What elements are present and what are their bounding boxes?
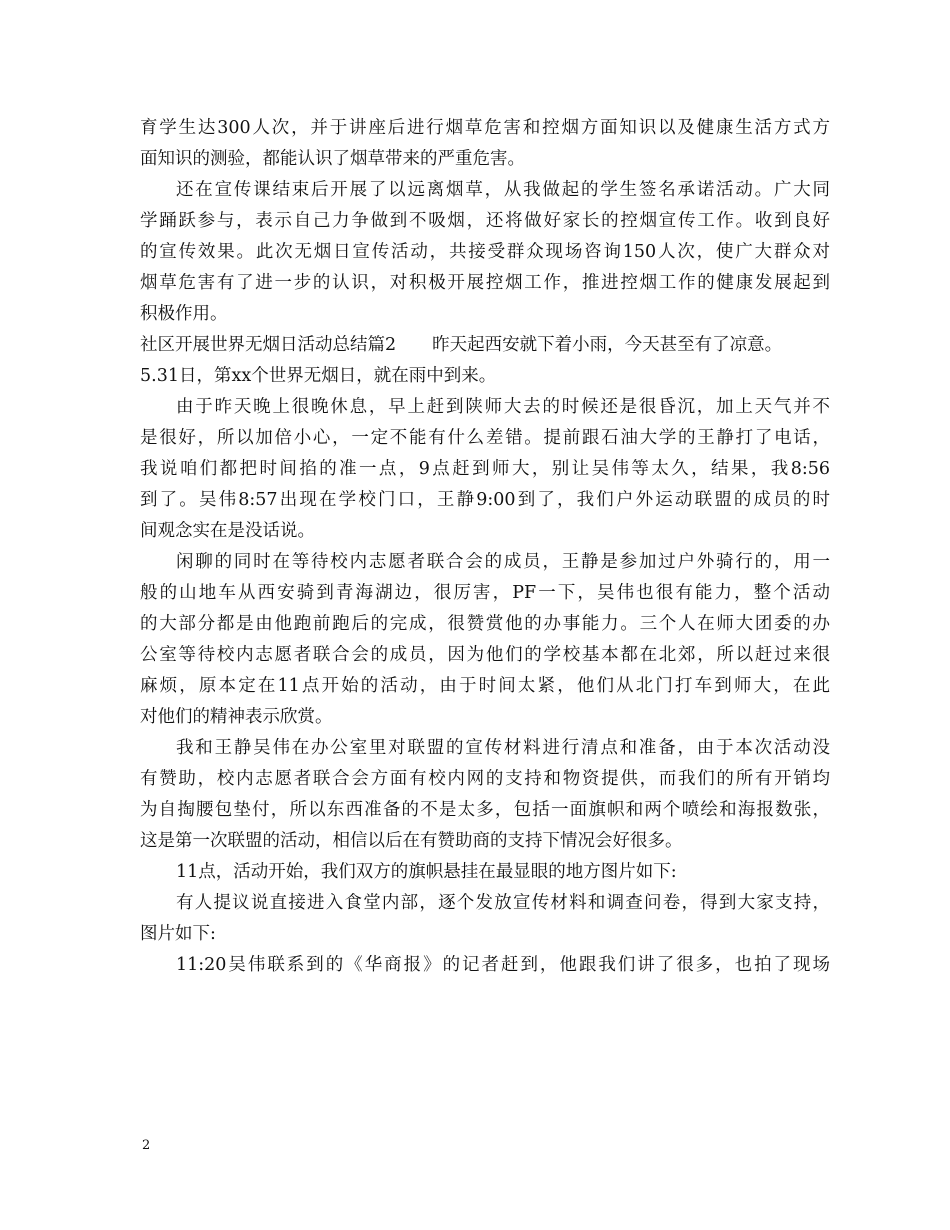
text-line: 为自掏腰包垫付，所以东西准备的不是太多，包括一面旗帜和两个喷绘和海报数张， (140, 800, 830, 820)
text-line: 间观念实在是没话说。 (140, 521, 315, 541)
text-line: 公室等待校内志愿者联合会的成员，因为他们的学校基本都在北郊，所以赶过来很 (140, 645, 830, 665)
text-line: 的大部分都是由他跑前跑后的完成，很赞赏他的办事能力。三个人在师大团委的办 (140, 614, 830, 634)
text-line: 11:20吴伟联系到的《华商报》的记者赶到，他跟我们讲了很多，也拍了现场 (176, 955, 830, 975)
text-line: 是很好，所以加倍小心，一定不能有什么差错。提前跟石油大学的王静打了电话， (140, 428, 830, 448)
section-heading-line (140, 330, 830, 361)
text-line: 对他们的精神表示欣赏。 (140, 707, 333, 727)
text-line: 的宣传效果。此次无烟日宣传活动，共接受群众现场咨询150人次，使广大群众对 (140, 242, 830, 262)
text-line: 由于昨天晚上很晚休息，早上赶到陕师大去的时候还是很昏沉，加上天气并不 (176, 397, 830, 417)
text-line: 这是第一次联盟的活动，相信以后在有赞助商的支持下情况会好很多。 (140, 831, 683, 851)
text-line: 烟草危害有了进一步的认识，对积极开展控烟工作，推进控烟工作的健康发展起到 (140, 273, 830, 293)
text-line: 般的山地车从西安骑到青海湖边，很厉害，PF一下，吴伟也很有能力，整个活动 (140, 583, 830, 603)
text-line: 我和王静吴伟在办公室里对联盟的宣传材料进行清点和准备，由于本次活动没 (176, 738, 830, 758)
text-line: 面知识的测验，都能认识了烟草带来的严重危害。 (140, 149, 525, 169)
section-heading-text: 昨天起西安就下着小雨，今天甚至有了凉意。 (432, 335, 783, 355)
text-line: 闲聊的同时在等待校内志愿者联合会的成员，王静是参加过户外骑行的，用一 (176, 552, 830, 572)
text-line: 育学生达300人次，并于讲座后进行烟草危害和控烟方面知识以及健康生活方式方 (140, 118, 830, 138)
text-line: 还在宣传课结束后开展了以远离烟草，从我做起的学生签名承诺活动。广大同 (176, 180, 830, 200)
text-line: 11点，活动开始，我们双方的旗帜悬挂在最显眼的地方图片如下: (176, 862, 677, 882)
text-line: 图片如下: (140, 924, 216, 944)
text-line: 有人提议说直接进入食堂内部，逐个发放宣传材料和调查问卷，得到大家支持， (176, 893, 830, 913)
text-line: 我说咱们都把时间掐的准一点，9点赶到师大，别让吴伟等太久，结果，我8:56 (140, 459, 830, 479)
text-line: 积极作用。 (140, 304, 228, 324)
text-line: 学踊跃参与，表示自己力争做到不吸烟，还将做好家长的控烟宣传工作。收到良好 (140, 211, 830, 231)
text-line: 有赞助，校内志愿者联合会方面有校内网的支持和物资提供，而我们的所有开销均 (140, 769, 830, 789)
paragraph-block-1 (140, 113, 830, 330)
text-line: 5.31日，第xx个世界无烟日，就在雨中到来。 (140, 366, 497, 386)
page-number: 2 (142, 1138, 151, 1153)
text-line: 麻烦，原本定在11点开始的活动，由于时间太紧，他们从北门打车到师大，在此 (140, 676, 830, 696)
paragraph-block-2 (140, 361, 830, 981)
text-line: 到了。吴伟8:57出现在学校门口，王静9:00到了，我们户外运动联盟的成员的时 (140, 490, 830, 510)
section-heading: 社区开展世界无烟日活动总结篇2 (140, 335, 397, 355)
body-text (140, 113, 830, 981)
